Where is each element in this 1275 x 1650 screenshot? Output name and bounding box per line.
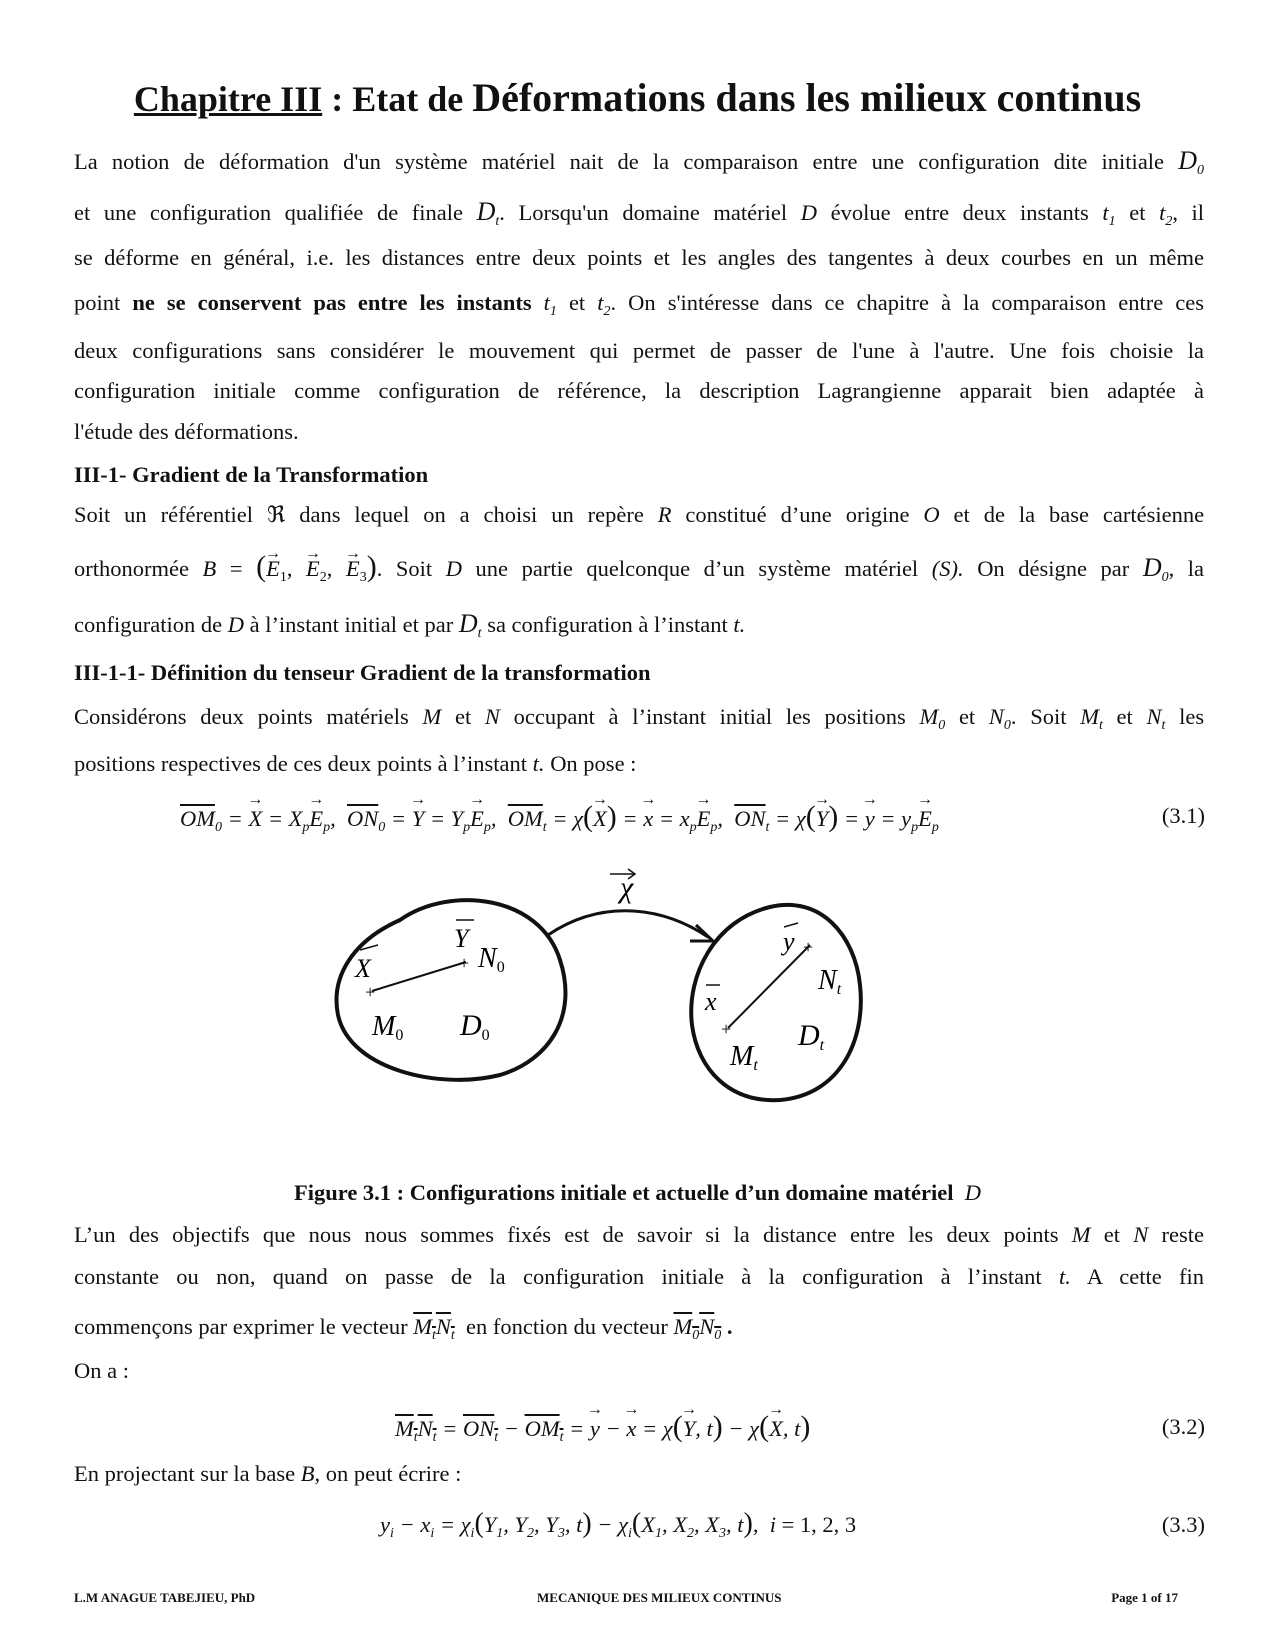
- current-domain-outline: [691, 905, 861, 1100]
- after-line-1: L’un des objectifs que nous nous sommes fixés est de savoir si la distance entre les deux points M et N reste: [74, 1222, 1205, 1247]
- cross-nt: +: [803, 937, 814, 957]
- intro-line-1: La notion de déformation d'un système matériel nait de la comparaison entre une configuration dite initiale $D_0$: [74, 146, 1204, 178]
- label-vec-x: x: [705, 987, 717, 1016]
- section-heading-2: III-1-1- Définition du tenseur Gradient de la transformation: [74, 660, 651, 685]
- sec11-line-2: positions respectives de ces deux points à l’instant t. On pose :: [74, 751, 637, 776]
- figure-caption: Figure 3.1 : Configurations initiale et actuelle d’un domaine matériel D: [293, 1180, 982, 1205]
- intro-line-4: point ne se conservent pas entre les instants $t_1$ et $t_2$. On s'intéresse dans ce chapitre à la comparaison entre ces: [74, 290, 1205, 319]
- chapter-number: Chapitre III: [133, 79, 323, 119]
- equation-number-3-2: (3.2): [1161, 1414, 1205, 1439]
- intro-line-6: configuration initiale comme configuration de référence, la description Lagrangienne apparait bien adaptée à: [74, 378, 1204, 403]
- cross-mt: +: [721, 1019, 732, 1039]
- after-line-3: commençons par exprimer le vecteur $M_tN_t$ en fonction du vecteur $M_0N_0$ .: [74, 1314, 733, 1343]
- equation-3-2: $M_tN_t = ON_t - OM_t$ = → y − → x = χ(→ Y, t) − χ(→ X, t): [395, 1410, 810, 1444]
- intro-line-5: deux configurations sans considérer le mouvement qui permet de passer de l'une à l'autre. Une fois choisie la: [74, 338, 1204, 363]
- figure-3-1: [330, 865, 900, 1135]
- cross-n0: +: [459, 953, 470, 973]
- equation-3-3: $y_i - x_i = \chi_i(Y_1$, $Y_2$, $Y_3$, $t) - \chi_i(X_1$, $X_2$, $X_3$, t), i = 1, 2, 3: [380, 1508, 857, 1541]
- segment-mt-nt: [728, 945, 810, 1028]
- chapter-title: Chapitre III : Etat de Déformations dans les milieux continus: [133, 75, 1142, 120]
- footer-author: L.M ANAGUE TABEJIEU, PhD: [74, 1590, 256, 1605]
- equation-number-3-1: (3.1): [1161, 803, 1205, 828]
- intro-line-7: l'étude des déformations.: [74, 419, 299, 444]
- label-Dt: Dt: [798, 1019, 825, 1054]
- label-Nt: Nt: [818, 965, 842, 998]
- sec11-line-1: Considérons deux points matériels M et N occupant à l’instant initial les positions $M_0$ et $N_0$. Soit $M_t$ et $N_t$ les: [74, 704, 1205, 733]
- label-Mt: Mt: [730, 1041, 758, 1074]
- label-N0: N0: [478, 943, 505, 976]
- label-D0: D0: [460, 1009, 490, 1044]
- after-line-4: On a :: [74, 1358, 129, 1383]
- after-line-2: constante ou non, quand on passe de la configuration initiale à la configuration à l’instant t. A cette fin: [74, 1264, 1204, 1289]
- equation-3-1: $\overline{OM}_0$ = → $X = X_p\to E_p$, $\overline{ON}_0$ = → $Y = Y_p\to E_p$, $\overline{OM}_t = \chi(\to X)$ = → $x = x_p\to E_p$, $\overline{ON}_t = \chi(\to Y)$ = → $y = y_p\to E_p$: [180, 800, 939, 834]
- label-vec-Y: Y: [454, 924, 469, 953]
- footer-course: MECANIQUE DES MILIEUX CONTINUS: [537, 1590, 782, 1605]
- label-vec-y: y: [783, 927, 795, 956]
- footer-page-number: Page 1 of 17: [1111, 1590, 1178, 1605]
- intro-line-2: et une configuration qualifiée de finale $D_t$. Lorsqu'un domaine matériel D évolue entre deux instants $t_1$ et $t_2$, il: [74, 197, 1205, 229]
- intro-line-3: se déforme en général, i.e. les distances entre deux points et les angles des tangentes à deux courbes en un même: [74, 245, 1204, 270]
- chi-label: χ: [620, 871, 634, 904]
- sec1-line-2: orthonormée B = (→ $E_1$, → $E_2$, → $E_3$). Soit D une partie quelconque d’un système matériel (S). On désigne par $D_0$, la: [74, 556, 1204, 581]
- equation-number-3-3: (3.3): [1161, 1512, 1205, 1537]
- section-heading-1: III-1- Gradient de la Transformation: [74, 462, 429, 487]
- cross-m0: +: [365, 982, 376, 1002]
- label-M0: M0: [372, 1011, 404, 1044]
- sec1-line-1: Soit un référentiel ℜ dans lequel on a choisi un repère R constitué d’une origine O et de la base cartésienne: [74, 502, 1205, 528]
- label-vec-X: X: [355, 954, 371, 983]
- chi-transformation-arrow: [548, 911, 708, 937]
- sec1-line-3: configuration de D à l’instant initial et par $D_t$ sa configuration à l’instant t.: [74, 609, 746, 641]
- segment-m0-n0: [372, 962, 466, 991]
- after-line-5: En projectant sur la base B, on peut écrire :: [74, 1461, 462, 1486]
